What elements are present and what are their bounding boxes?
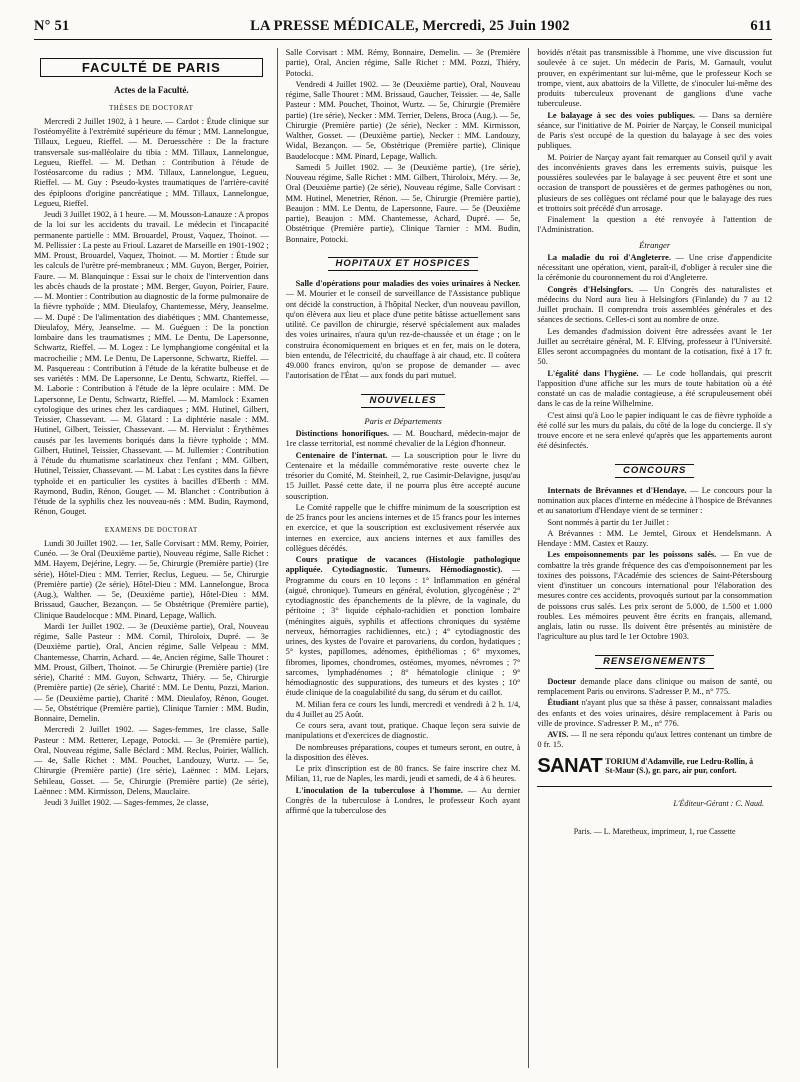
faculty-heading: FACULTÉ DE PARIS — [40, 58, 263, 77]
news-item: Centenaire de l'internat. — La souscription pour le livre du Centenaire et la médaille commémorative reste ouverte chez le trésorier du Comité, M. Steinheil, 2, rue Casimir-Delavigne, jusqu'au 15 Juillet. Passé cette date, il ne pourra plus être accepté aucune souscription. — [285, 450, 521, 501]
news-item: Finalement la question a été renvoyée à l'attention de l'Administration. — [537, 215, 773, 235]
exam-paragraph: Mardi 1er Juillet 1902. — 3e (Deuxième partie), Oral, Nouveau régime, Salle Pasteur : MM. Cornil, Thiroloix, Dupré. — 3e (Deuxième partie), Oral, Ancien régime, Salle Velpeau : MM. Chantemesse, Charrin, Achard. — 4e, Ancien régime, Salle Thouret : MM. Proust, Gilbert, Thoinot. — 5e Chirurgie (Première partie) (1re série), Charité : MM. Guyon, Schwartz, Thiéry. — 5e, Chirurgie (Première partie) (2e série), Charité : MM. Le Dentu, Pozzi, Marion. — 5e (Deuxième partie), Charité : MM. Dieulafoy, Rénon, Gouget. — 5e, Obstétrique (Première partie), Clinique Tarnier : MM. Budin, Bonnaire, Demelin. — [34, 621, 269, 723]
concours-heading: CONCOURS — [537, 464, 772, 478]
exam-paragraph: Samedi 5 Juillet 1902. — 3e (Deuxième partie), (1re série), Nouveau régime, Salle Richet : MM. Gilbert, Thiroloix, Méry. — 3e, Oral (Deuxième partie) (2e série), Nouveau régime, Salle Corvisart : MM. Hutinel, Menetrier, Rénon. — 5e, Chirurgie (Première partie), Beaujon : MM. Le Dentu, de Lapersonne, Faure. — 5e (Deuxième partie), Beaujon : MM. Chantemesse, Achard, Dupré. — 5e, Obstétrique (Première partie), Clinique Tarnier : MM. Budin, Bonnaire, Potocki. — [285, 162, 521, 244]
exam-paragraph: Lundi 30 Juillet 1902. — 1er, Salle Corvisart : MM. Remy, Poirier, Cunéo. — 3e Oral (Deuxième partie), Nouveau régime, Salle Richet : MM. Hayem, Dejérine, Legry. — 5e, Chirurgie (Première partie) (1re série), Hôtel-Dieu : MM. Terrier, Reclus, Legueu. — 5e, Chirurgie (Première partie) (2e série), Hôtel-Dieu : MM. Lannelongue, Broca (Aug.), Walther. — 5e, (Deuxième partie), Hôtel-Dieu : MM. Brissaud, Gaucher, Bezançon. — 5e Obstétrique (Première partie), Clinique Baudelocque : MM. Pinard, Lepage, Wallich. — [34, 538, 269, 620]
foreign-item: Les demandes d'admission doivent être adressées avant le 1er Juillet au secrétaire général, M. F. Elfving, professeur à l'Université. Elles seront accompagnées du montant de la cotisation, fixé à 17 fr. 50. — [537, 326, 773, 367]
column-2 — [286, 48, 521, 1068]
exam-paragraph: Mercredi 2 Juillet 1902. — Sages-femmes, 1re classe, Salle Pasteur : MM. Retterer, Lepage, Potocki. — 3e (Première partie), Oral, Nouveau régime, Salle Béclard : MM. Reclus, Poirier, Wallich. — 4e, Salle Richet : MM. Pouchet, Landouzy, Wurtz. — 5e, Chirurgie (Première partie) (1re série), Laënnec : MM. Lejars, Sebileau, Gosset. — 5e, Chirurgie (Première partie) (2e série), Laënnec : MM. Kirmisson, Delens, Mauclaire. — [34, 725, 269, 796]
printer-line: Paris. — L. Maretheux, imprimeur, 1, rue Cassette — [573, 826, 736, 836]
classified-item: Étudiant n'ayant plus que sa thèse à passer, connaissant maladies des enfants et des voies urinaires, désire remplacement à Paris ou ville de province. S'adresser P. M., n° 776. — [537, 698, 773, 728]
news-item: Le balayage à sec des voies publiques. — Dans sa dernière séance, sur l'initiative de M. Poirier de Narçay, le Conseil municipal de Paris s'est occupé de la question du balayage à sec des voies publiques. — [537, 110, 773, 151]
newspaper-title: LA PRESSE MÉDICALE, Mercredi, 25 Juin 1902 — [250, 18, 570, 34]
hospital-item: Salle d'opérations pour maladies des voies urinaires à Necker. — M. Mourier et le conseil de surveillance de l'Assistance publique ont décidé la construction, à l'hôpital Necker, d'un nouveau pavillon, qu'on élèvera aux lieu et place d'une petite bâtisse actuellement sans utilité. Ce pavillon de chirurgie, réservé spécialement aux malades des voies urinaires, n'aura qu'un rez-de-chaussée et un étage ; on le construira économiquement en briques et en fer, mais on le dotera, bien entendu, de l'électricité, du chauffage à air chaud, etc. Il coûtera 49.000 francs environ, qu'on se propose de demander — avec l'autorisation de l'État — aux fonds du pari mutuel. — [285, 279, 521, 381]
news-item: M. Poirier de Narçay ayant fait remarquer au Conseil qu'il y avait des inconvénients graves dans les errements suivis, puisque les poussières soulevées par le balayage à sec peuvent être et sont une occasion de transport de poussières et de germes pathogènes ou non, plusieurs de ses collègues ont réclamé pour que le balayage des rues et trottoirs soit précédé d'un arrosage. — [537, 152, 773, 213]
hospitals-heading: HOPITAUX ET HOSPICES — [286, 257, 521, 271]
exam-paragraph: Vendredi 4 Juillet 1902. — 3e (Deuxième partie), Oral, Nouveau régime, Salle Thouret : MM. Brissaud, Gaucher, Teissier. — 4e, Salle Pasteur : MM. Pouchet, Thoinot, Wurtz. — 5e, Chirurgie (Première partie) (1re série), Necker : MM. Terrier, Delens, Broca (Aug.). — 5e, Chirurgie (Première partie) (2e série), Necker : MM. Kirmisson, Walther, Gosset. — (Deuxième partie), Necker : MM. Landouzy, Widal, Bezançon. — 5e, Obstétrique (Première partie), Clinique Baudelocque : MM. Pinard, Lepage, Wallich. — [285, 79, 521, 161]
info-heading: RENSEIGNEMENTS — [537, 655, 772, 669]
news-item: M. Milian fera ce cours les lundi, mercredi et vendredi à 2 h. 1/4, du 4 Juillet au 25 Août. — [285, 699, 521, 719]
news-heading: NOUVELLES — [286, 394, 521, 408]
page-number: 611 — [750, 18, 772, 34]
issue-number: N° 51 — [34, 18, 70, 34]
masthead — [34, 18, 772, 40]
concours-item: Les empoisonnements par les poissons salés. — En vue de combattre la très grande fréquence des cas d'empoisonnement par les toxines des poissons, l'Académie des sciences de Saint-Pétersbourg vient d'instituer un concours international pour l'élaboration des mesures contre ces accidents, provoqués surtout par la consommation de poissons crus salés. Les prix seront de 5.000, de 1.500 et 1.000 roubles. Les mémoires peuvent être écrits en français, allemand, anglais, latin ou russe. Ils doivent être présentés au ministère de l'agriculture au plus tard le 1er Octobre 1903. — [537, 550, 773, 642]
acts-heading: Actes de la Faculté. — [114, 85, 189, 96]
news-item: L'inoculation de la tuberculose à l'homme. — Au dernier Congrès de la tuberculose à Londres, le professeur Koch ayant affirmé que la tuberculose des — [285, 785, 521, 815]
news-item: Le Comité rappelle que le chiffre minimum de la souscription est de 25 francs pour les anciens internes et de 15 francs pour les internes en exercice, et que la souscription est exclusivement réservée aux internes en exercice, aux anciens internes et aux familles des collègues décédés. — [285, 502, 521, 553]
concours-item: A Brévannes : MM. Le Jemtel, Giroux et Hendelsmann. A Hendaye : MM. Castex et Rauzy. — [537, 528, 773, 548]
classified-item: AVIS. — Il ne sera répondu qu'aux lettres contenant un timbre de 0 fr. 15. — [537, 730, 773, 750]
classified-item: Docteur demande place dans clinique ou maison de santé, ou remplacement Paris ou environs. S'adresser P. M., n° 775. — [537, 676, 773, 696]
exam-paragraph: Salle Corvisart : MM. Rémy, Bonnaire, Demelin. — 3e (Première partie), Oral, Ancien régime, Salle Richet : MM. Pozzi, Thiéry, Potocki. — [285, 48, 521, 78]
news-item: Ce cours sera, avant tout, pratique. Chaque leçon sera suivie de manipulations et d'exercices de diagnostic. — [285, 721, 521, 741]
concours-item: Sont nommés à partir du 1er Juillet : — [547, 517, 670, 527]
news-item: De nombreuses préparations, coupes et tumeurs seront, en outre, à la disposition des élèves. — [285, 742, 521, 762]
ad-text: TORIUM d'Adamville, rue Ledru-Rollin, à St-Maur (S.), gr. parc, air pur, confort. — [605, 756, 754, 776]
news-subheading: Paris et Départements — [364, 415, 442, 426]
exam-paragraph: Jeudi 3 Juillet 1902. — Sages-femmes, 2e classe, — [44, 798, 209, 807]
news-item: Cours pratique de vacances (Histologie pathologique appliquée. Cytodiagnostic. Tumeurs. Hémodiagnostic). — Programme du cours en 10 leçons : 1° Inflammation en général (aiguë, chronique). Tumeurs en général, évolution, glycogénèse ; 2° cytodiagnostic des épanchements de la plèvre, de la vaginale, du péritoine ; 3° liquide céphalo-rachidien et ponction lombaire (méningites aiguës, syphilis et affections chroniques du système nerveux, hémorragies rachidiennes, etc.) ; 4° cytodiagnostic des urines, des kystes de l'ovaire et parovariens, du cordon, hydatiques ; 5° kystes, papillomes, adénomes, épithéliomas ; 6° myxomes, fibromes, lipomes, chondromes, ostéomes, myomes, névromes ; 7° sarcomes, lymphadénomes ; 8° hématologie clinique ; 9° hémodiagnostic des suppurations, des tumeurs et des kystes ; 10° étude clinique de la coagulabilité du sang, du sérum et du caillot. — [285, 555, 521, 698]
foreign-heading: Étranger — [639, 239, 671, 250]
foreign-item: L'égalité dans l'hygiène. — Le code hollandais, qui prescrit l'apposition d'une affiche sur les murs de toute habitation où a été constaté un cas de maladie contagieuse, a été scrupuleusement obéi dans le cas de la reine Wilhelmine. — [537, 368, 773, 409]
column-3 — [537, 48, 772, 1068]
theses-heading: THÈSES DE DOCTORAT — [109, 104, 194, 112]
column-divider — [528, 48, 529, 1068]
concours-item: Internats de Brévannes et d'Hendaye. — Le concours pour la nomination aux places d'interne en médecine à l'hospice de Brévannes et au sanatorium d'Hendaye vient de se terminer : — [537, 485, 773, 516]
footer-divider — [537, 786, 772, 787]
theses-paragraph: Mercredi 2 Juillet 1902, à 1 heure. — Cardot : Étude clinique sur l'ostéomyélite à l'extrémité supérieure du fémur ; MM. Lannelongue, Tillaux, Legueu, Rieffel. — M. Deruesschère : De la fracture transversale sus-malléolaire du tibia : MM. Tillaux, Lannelongue, Legueu, Rieffel. — M. Dethan : Contribution à l'étude de l'ostéosarcome du radius ; MM. Tillaux, Lannelongue, Legueu, Rieffel. — M. Guy : Pseudo-kystes traumatiques de l'arrière-cavité des épiploons d'origine pancréatique ; MM. Tillaux, Lannelongue, Legueu, Rieffel. — [34, 116, 269, 208]
theses-paragraph: Jeudi 3 Juillet 1902, à 1 heure. — M. Mousson-Lanauze : A propos de la loi sur les accidents du travail. Le médecin et l'incapacité permanente partielle : MM. Brouardel, Proust, Vaquez, Thoinot. — M. Pellissier : La peste au Frioul. Lazaret de Marseille en 1901-1902 ; MM. Proust, Brouardel, Vaquez, Thoinot. — M. Mortier : Étude sur les calculs de l'urètre pré-membraneux ; MM. Guyon, Berger, Poirier, Faure. — M. Blanquinque : Essai sur le choix de l'intervention dans les abcès chauds de la prostate ; MM. Berger, Guyon, Poirier, Faure. — M. Montier : Contribution au diagnostic de la forme pulmonaire de la fièvre typhoïde ; MM. Dieulafoy, Chantemesse, Méry, Jeanselme. — M. Dupé : De l'alimentation des diabétiques ; MM. Chantemesse, Dieulafoy, Méry, Jeanselme. — M. Guéguen : De la ponction lombaire dans les traumatismes ; MM. Le Dentu, De Lapersonne, Schwartz, Rieffel. — M. Logez : Le lymphangiome congénital et la macrocheilie ; MM. Le Dentu, De Lapersonne, Schwartz, Rieffel. — M. Pasquereau : Contribution à l'étude de la kératite bulbeuse et de ses variétés : MM. De Lapersonne, Le Dentu, Schwartz, Rieffel. — M. Laborie : Contribution à l'étude de la lèpre oculaire : MM. De Lapersonne, Le Dentu, Schwartz, Rieffel. — M. Mamlock : Examen cytologique des urines chez les cardiaques ; MM. Hutinel, Gilbert, Teissier, Chassevant. — M. Glatard : La diphtérie nasale : MM. Hutinel, Gilbert, Teissier, Chassevant. — M. Hervialut : Érythèmes causés par les lavements boriqués dans la fièvre typhoïde ; MM. Gilbert, Hutinel, Teissier, Chassevant. — M. Jullemier : Contribution à l'étude du rhumatisme scarlatineux chez l'enfant ; MM. Gilbert, Hutinel, Teissier, Chassevant. — M. Labat : Les cystites dans la fièvre typhoïde et en particulier les cystites à bacilles d'Eberth : MM. Raymond, Budin, Rénon, Gouget. — M. Blanchet : Contribution à l'étude de la syphilis chez les nouveau-nés : MM. Budin, Raymond, Rénon, Gouget. — [34, 210, 269, 517]
foreign-item: C'est ainsi qu'à Loo le papier indiquant le cas de fièvre typhoïde a été collé sur les murs du palais, du côté de la loge du concierge. Il s'y trouve encore et ne sera enlevé qu'après que les appartements auront été désinfectés. — [537, 410, 773, 451]
sanatorium-ad — [537, 754, 772, 777]
column-divider — [277, 48, 278, 1068]
foreign-item: La maladie du roi d'Angleterre. — Une crise d'appendicite nécessitant une opération, vient, paraît-il, d'obliger à reculer sine die la cérémonie du couronnement du roi d'Angleterre. — [537, 252, 773, 283]
columns — [34, 48, 772, 1068]
column-1 — [34, 48, 269, 1068]
news-item: Distinctions honorifiques. — M. Bouchard, médecin-major de 1re classe territorial, est nommé chevalier de la Légion d'honneur. — [285, 429, 521, 449]
exams-heading: EXAMENS DE DOCTORAT — [104, 526, 198, 534]
news-item: Le prix d'inscription est de 80 francs. Se faire inscrire chez M. Milian, 11, rue de Naples, les mardi, jeudi et samedi, de 4 à 6 heures. — [285, 764, 521, 784]
foreign-item: Congrès d'Helsingfors. — Un Congrès des naturalistes et médecins du Nord aura lieu à Helsingfors (Finlande) du 7 au 12 Juillet prochain. Il comprendra trois assemblées générales et des séances de sections. Celles-ci sont au nombre de onze. — [537, 284, 773, 325]
ad-big-letters: SANAT — [537, 754, 603, 777]
news-item: bovidés n'était pas transmissible à l'homme, une vive discussion fut soulevée à ce sujet. Un médecin de Paris, M. Garnault, voulut prouver, en expérimentant sur lui-même, que le professeur Koch se trompe, vient, aux abattoirs de la Villette, de s'inoculer lui-même des produits tuberculeux provenant de ganglions d'une vache tuberculeuse. — [537, 48, 773, 109]
editor-line: L'Éditeur-Gérant : C. Naud. — [673, 798, 765, 808]
